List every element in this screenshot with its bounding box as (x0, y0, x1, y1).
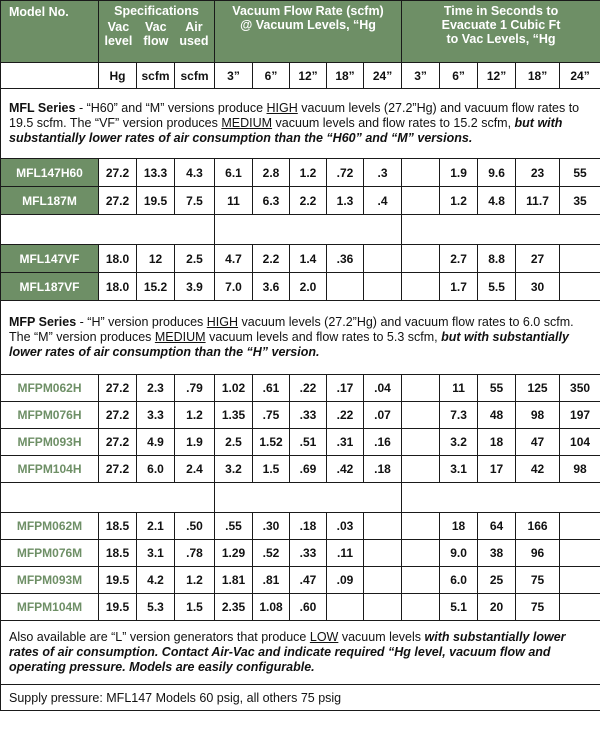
value-cell: 8.8 (478, 245, 516, 273)
value-cell: 7.3 (440, 402, 478, 429)
mfp-group-a (1, 375, 600, 483)
also-available-row (1, 621, 600, 685)
value-cell (327, 273, 364, 301)
value-cell: 197 (560, 402, 600, 429)
value-cell: 166 (516, 513, 560, 540)
value-cell: 2.5 (215, 429, 253, 456)
value-cell: 1.4 (290, 245, 327, 273)
value-cell: .51 (290, 429, 327, 456)
value-cell (402, 513, 440, 540)
value-cell (364, 567, 402, 594)
value-cell (402, 187, 440, 215)
table-row (1, 375, 600, 402)
mfl-group-b (1, 245, 600, 301)
model-cell: MFPM076M (1, 540, 99, 567)
value-cell: 5.5 (478, 273, 516, 301)
table-row (1, 540, 600, 567)
value-cell: 18.0 (99, 273, 137, 301)
value-cell (364, 273, 402, 301)
value-cell: .18 (364, 456, 402, 483)
specifications-header (99, 1, 215, 63)
value-cell: .55 (215, 513, 253, 540)
value-cell: .17 (327, 375, 364, 402)
value-cell: 7.0 (215, 273, 253, 301)
value-cell: .22 (327, 402, 364, 429)
value-cell: .61 (253, 375, 290, 402)
value-cell: 12 (137, 245, 175, 273)
value-cell (560, 245, 600, 273)
value-cell: 6.1 (215, 159, 253, 187)
value-cell: .52 (253, 540, 290, 567)
mfp-series-description: MFP Series - “H” version produces HIGH vacuum levels (27.2”Hg) and vacuum flow rates to 6.0 scfm. The “M” version produces MEDIUM vacuum levels and flow rates to 5.3 scfm, but with substantially lower rates of air consumption than the “H” version. (1, 301, 600, 375)
value-cell: .72 (327, 159, 364, 187)
table-row (1, 513, 600, 540)
mfl-series-description: MFL Series - “H60” and “M” versions produce HIGH vacuum levels (27.2”Hg) and vacuum flow rates to 19.5 scfm. The “VF” version produces MEDIUM vacuum levels and flow rates to 15.2 scfm, but with substantially lower rates of air consumption than the “H60” and “M” versions. (1, 89, 600, 159)
value-cell: 11 (215, 187, 253, 215)
model-cell: MFPM076H (1, 402, 99, 429)
value-cell: 75 (516, 567, 560, 594)
value-cell: .81 (253, 567, 290, 594)
value-cell: 98 (560, 456, 600, 483)
value-cell: 350 (560, 375, 600, 402)
value-cell: 47 (516, 429, 560, 456)
value-cell: 1.9 (175, 429, 215, 456)
also-available-note: Also available are “L” version generators that produce LOW vacuum levels with substantially lower rates of air consumption. Contact Air-Vac and indicate required “Hg level, vacuum flow and operating pressure. Models are easily configurable. (1, 621, 600, 685)
value-cell (402, 245, 440, 273)
value-cell (560, 273, 600, 301)
value-cell: 3.6 (253, 273, 290, 301)
value-cell (560, 567, 600, 594)
spec-col-air-used: Air used (179, 20, 209, 48)
model-cell: MFPM104H (1, 456, 99, 483)
value-cell: 5.3 (137, 594, 175, 621)
value-cell (402, 540, 440, 567)
value-cell: 1.2 (290, 159, 327, 187)
value-cell (364, 540, 402, 567)
value-cell: 75 (516, 594, 560, 621)
value-cell: 30 (516, 273, 560, 301)
value-cell: 3.9 (175, 273, 215, 301)
value-cell: 42 (516, 456, 560, 483)
value-cell: 6.0 (440, 567, 478, 594)
value-cell: 27.2 (99, 402, 137, 429)
model-cell: MFPM104M (1, 594, 99, 621)
model-cell: MFPM093H (1, 429, 99, 456)
value-cell (560, 594, 600, 621)
value-cell: 20 (478, 594, 516, 621)
value-cell: .03 (327, 513, 364, 540)
value-cell: 1.52 (253, 429, 290, 456)
mfl-gap-row (1, 215, 600, 245)
spec-col-vac-flow: Vac flow (143, 20, 169, 48)
value-cell: .60 (290, 594, 327, 621)
value-cell: 13.3 (137, 159, 175, 187)
value-cell: 2.2 (253, 245, 290, 273)
table-row (1, 429, 600, 456)
flow-rate-header: Vacuum Flow Rate (scfm) @ Vacuum Levels, “Hg (215, 1, 402, 63)
model-cell: MFL147H60 (1, 159, 99, 187)
spec-col-vac-level: Vac level (104, 20, 133, 48)
value-cell: 6.3 (253, 187, 290, 215)
value-cell: .33 (290, 402, 327, 429)
value-cell: 4.9 (137, 429, 175, 456)
value-cell: 18.5 (99, 540, 137, 567)
value-cell (402, 429, 440, 456)
value-cell: 1.2 (175, 402, 215, 429)
value-cell: 1.2 (440, 187, 478, 215)
value-cell: 17 (478, 456, 516, 483)
value-cell (364, 594, 402, 621)
value-cell: 27.2 (99, 456, 137, 483)
mfp-gap-row (1, 483, 600, 513)
value-cell: 1.3 (327, 187, 364, 215)
value-cell: 3.1 (137, 540, 175, 567)
value-cell: 19.5 (137, 187, 175, 215)
mfl-intro-row (1, 89, 600, 159)
value-cell: .69 (290, 456, 327, 483)
value-cell: .4 (364, 187, 402, 215)
value-cell: 11.7 (516, 187, 560, 215)
value-cell: 9.0 (440, 540, 478, 567)
value-cell (402, 402, 440, 429)
value-cell (560, 540, 600, 567)
value-cell (402, 273, 440, 301)
value-cell: 2.2 (290, 187, 327, 215)
value-cell: 2.5 (175, 245, 215, 273)
value-cell: 1.2 (175, 567, 215, 594)
value-cell: 5.1 (440, 594, 478, 621)
table-row (1, 456, 600, 483)
value-cell: .16 (364, 429, 402, 456)
value-cell (327, 594, 364, 621)
value-cell: 27.2 (99, 429, 137, 456)
value-cell: .22 (290, 375, 327, 402)
value-cell: 1.35 (215, 402, 253, 429)
value-cell (560, 513, 600, 540)
value-cell: 23 (516, 159, 560, 187)
value-cell: 27.2 (99, 187, 137, 215)
mfp-group-b (1, 513, 600, 621)
units-row: Hg scfm scfm 3” 6” 12” 18” 24” 3” 6” 12” 18” 24” (1, 63, 600, 89)
value-cell: 4.7 (215, 245, 253, 273)
value-cell: 1.5 (175, 594, 215, 621)
value-cell: .04 (364, 375, 402, 402)
value-cell: 1.5 (253, 456, 290, 483)
value-cell: 18 (440, 513, 478, 540)
table-row (1, 594, 600, 621)
value-cell: 15.2 (137, 273, 175, 301)
value-cell: .07 (364, 402, 402, 429)
value-cell (364, 245, 402, 273)
value-cell: 98 (516, 402, 560, 429)
table-row (1, 187, 600, 215)
value-cell: 27 (516, 245, 560, 273)
value-cell: 18.0 (99, 245, 137, 273)
value-cell: 27.2 (99, 375, 137, 402)
value-cell (402, 567, 440, 594)
value-cell: 48 (478, 402, 516, 429)
value-cell: .50 (175, 513, 215, 540)
supply-pressure-note: Supply pressure: MFL147 Models 60 psig, all others 75 psig (1, 685, 600, 711)
model-cell: MFPM062M (1, 513, 99, 540)
value-cell: 104 (560, 429, 600, 456)
value-cell: 1.08 (253, 594, 290, 621)
value-cell: 4.2 (137, 567, 175, 594)
model-cell: MFL147VF (1, 245, 99, 273)
value-cell: 6.0 (137, 456, 175, 483)
value-cell (402, 594, 440, 621)
value-cell: 4.3 (175, 159, 215, 187)
value-cell: 18.5 (99, 513, 137, 540)
model-cell: MFL187VF (1, 273, 99, 301)
value-cell: 9.6 (478, 159, 516, 187)
value-cell: .79 (175, 375, 215, 402)
table-row (1, 567, 600, 594)
value-cell: 3.2 (440, 429, 478, 456)
value-cell: 19.5 (99, 594, 137, 621)
value-cell: 3.2 (215, 456, 253, 483)
specifications-title: Specifications (114, 4, 199, 18)
value-cell: .75 (253, 402, 290, 429)
value-cell (402, 159, 440, 187)
model-cell: MFPM062H (1, 375, 99, 402)
value-cell: 1.7 (440, 273, 478, 301)
value-cell: .09 (327, 567, 364, 594)
value-cell: 2.8 (253, 159, 290, 187)
table-row (1, 245, 600, 273)
value-cell: 1.02 (215, 375, 253, 402)
value-cell: .47 (290, 567, 327, 594)
value-cell (402, 375, 440, 402)
value-cell: 2.0 (290, 273, 327, 301)
value-cell: .18 (290, 513, 327, 540)
value-cell: 2.35 (215, 594, 253, 621)
value-cell: .31 (327, 429, 364, 456)
value-cell: 1.29 (215, 540, 253, 567)
evacuation-time-header: Time in Seconds to Evacuate 1 Cubic Ft to Vac Levels, “Hg (402, 1, 600, 63)
table-row (1, 273, 600, 301)
value-cell: 55 (478, 375, 516, 402)
value-cell: 38 (478, 540, 516, 567)
value-cell: 1.81 (215, 567, 253, 594)
mfl-group-a (1, 159, 600, 215)
value-cell: 27.2 (99, 159, 137, 187)
value-cell: 18 (478, 429, 516, 456)
value-cell: 64 (478, 513, 516, 540)
value-cell (364, 513, 402, 540)
value-cell: 96 (516, 540, 560, 567)
value-cell: .3 (364, 159, 402, 187)
model-cell: MFPM093M (1, 567, 99, 594)
value-cell: 7.5 (175, 187, 215, 215)
value-cell: .42 (327, 456, 364, 483)
value-cell: 1.9 (440, 159, 478, 187)
value-cell: .11 (327, 540, 364, 567)
mfp-intro-row (1, 301, 600, 375)
value-cell: 3.3 (137, 402, 175, 429)
value-cell: .36 (327, 245, 364, 273)
value-cell: 25 (478, 567, 516, 594)
table-row (1, 159, 600, 187)
table-row (1, 402, 600, 429)
value-cell: 35 (560, 187, 600, 215)
model-no-header: Model No. (1, 1, 99, 63)
header-row (1, 1, 600, 63)
supply-row (1, 685, 600, 711)
value-cell: 2.4 (175, 456, 215, 483)
value-cell: 2.7 (440, 245, 478, 273)
value-cell (402, 456, 440, 483)
value-cell: 11 (440, 375, 478, 402)
model-cell: MFL187M (1, 187, 99, 215)
value-cell: 125 (516, 375, 560, 402)
value-cell: .78 (175, 540, 215, 567)
value-cell: 2.1 (137, 513, 175, 540)
value-cell: 19.5 (99, 567, 137, 594)
value-cell: 2.3 (137, 375, 175, 402)
value-cell: .33 (290, 540, 327, 567)
value-cell: .30 (253, 513, 290, 540)
value-cell: 3.1 (440, 456, 478, 483)
value-cell: 55 (560, 159, 600, 187)
value-cell: 4.8 (478, 187, 516, 215)
